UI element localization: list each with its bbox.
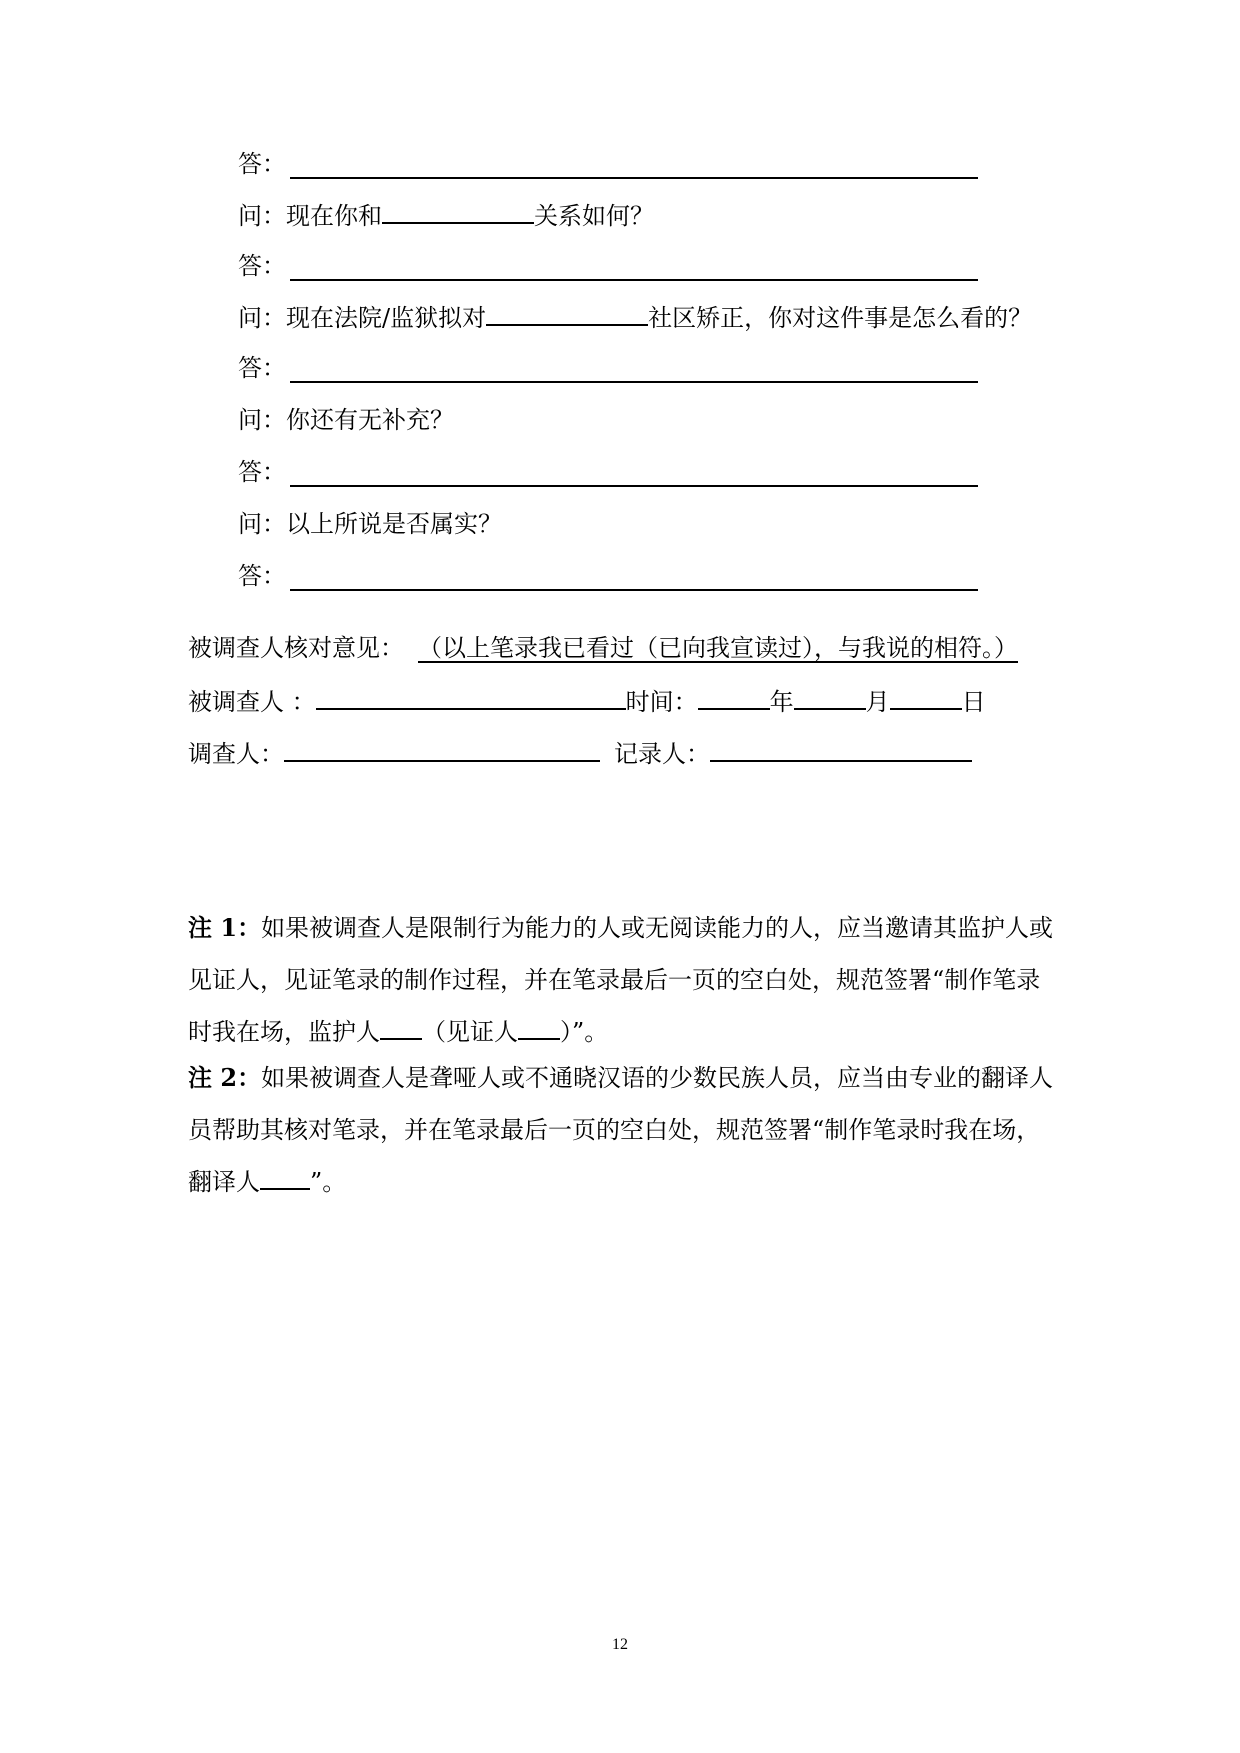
answer-blank[interactable]	[290, 485, 978, 487]
year-blank[interactable]	[698, 684, 770, 710]
answer-label: 答：	[238, 150, 286, 178]
guardian-blank[interactable]	[380, 1014, 422, 1040]
note-1-text-c: ）”。	[560, 1018, 609, 1046]
answer-label: 答：	[238, 562, 286, 590]
investigator-label: 调查人：	[188, 740, 284, 768]
respondent-sign-row	[188, 684, 986, 718]
month-blank[interactable]	[794, 684, 866, 710]
day-blank[interactable]	[890, 684, 962, 710]
answer-blank[interactable]	[290, 177, 978, 179]
note-2-label: 注 2	[188, 1063, 238, 1092]
time-label: 时间：	[625, 688, 698, 716]
month-label: 月	[865, 688, 890, 716]
investigator-sign-row	[188, 736, 972, 770]
note-1-label: 注 1	[188, 913, 238, 942]
answer-row	[238, 250, 286, 282]
question-text: 社区矫正，你对这件事是怎么看的？	[648, 304, 1033, 332]
note-2	[188, 1052, 1058, 1208]
question-row	[238, 198, 654, 232]
respondent-signature-blank[interactable]	[316, 684, 626, 710]
answer-blank[interactable]	[290, 589, 978, 591]
note-1-text-b: （见证人	[422, 1018, 518, 1046]
note-1	[188, 902, 1058, 1058]
name-blank[interactable]	[382, 198, 534, 224]
note-1-colon: ：	[237, 913, 262, 942]
question-text: 问：现在你和	[238, 202, 382, 230]
question-text: 关系如何？	[534, 202, 654, 230]
note-1-text: 如果被调查人是限制行为能力的人或无阅读能力的人，应当邀请其监护人或见证人，见证笔录的制作过程，并在笔录最后一页的空白处，规范签署“制作笔录时我在场，监护人	[188, 914, 1054, 1046]
note-2-colon: ：	[237, 1063, 262, 1092]
name-blank[interactable]	[486, 300, 648, 326]
verify-label: 被调查人核对意见：	[188, 634, 404, 662]
year-label: 年	[769, 688, 794, 716]
note-2-text-b: ”。	[310, 1168, 347, 1196]
question-row	[238, 404, 454, 436]
verify-text: （以上笔录我已看过（已向我宣读过），与我说的相符。）	[418, 634, 1018, 662]
answer-label: 答：	[238, 354, 286, 382]
witness-blank[interactable]	[518, 1014, 560, 1040]
verify-row	[188, 632, 1018, 664]
question-text: 问：你还有无补充？	[238, 406, 454, 434]
question-text: 问：现在法院/监狱拟对	[238, 304, 487, 332]
answer-row	[238, 456, 286, 488]
translator-blank[interactable]	[260, 1164, 310, 1190]
answer-row	[238, 148, 286, 180]
answer-blank[interactable]	[290, 279, 978, 281]
answer-label: 答：	[238, 252, 286, 280]
answer-label: 答：	[238, 458, 286, 486]
recorder-signature-blank[interactable]	[710, 736, 972, 762]
question-text: 问：以上所说是否属实？	[238, 510, 502, 538]
question-row	[238, 508, 502, 540]
recorder-label: 记录人：	[614, 740, 710, 768]
answer-blank[interactable]	[290, 381, 978, 383]
answer-row	[238, 560, 286, 592]
investigator-signature-blank[interactable]	[284, 736, 600, 762]
respondent-label: 被调查人 ：	[188, 688, 316, 716]
page-number: 12	[612, 1636, 628, 1653]
answer-row	[238, 352, 286, 384]
question-row	[238, 300, 1032, 334]
day-label: 日	[961, 688, 986, 716]
note-2-text: 如果被调查人是聋哑人或不通晓汉语的少数民族人员，应当由专业的翻译人员帮助其核对笔录，并在笔录最后一页的空白处，规范签署“制作笔录时我在场，翻译人	[188, 1064, 1054, 1196]
